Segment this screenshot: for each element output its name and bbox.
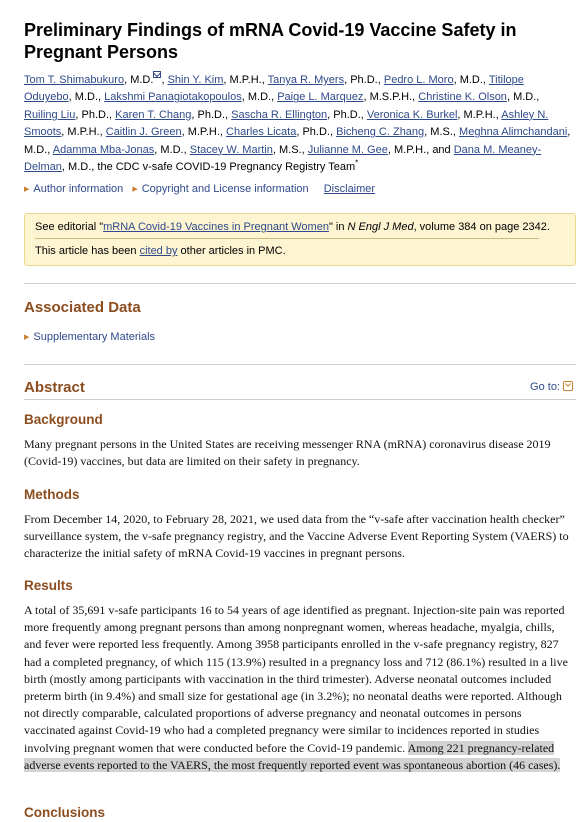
author-degree: M.D. <box>160 143 184 156</box>
author-list: Tom T. Shimabukuro, M.D. , Shin Y. Kim, M.P.H., Tanya R. Myers, Ph.D., Pedro L. Moro, M.D., Titilope Oduyebo, M.D., Lakshmi Panagiotakopoulos, M.D., Paige L. Marquez, M.S.P.H., Christine K. Olson, M.D., Ruiling Liu, Ph.D., Karen T. Chang, Ph.D., Sascha R. Ellington, Ph.D., Veronica K. Burkel, M.P.H., Ashley N. Smoots, M.P.H., Caitlin J. Green, M.P.H., Charles Licata, Ph.D., Bicheng C. Zhang, M.S., Meghna Alimchandani, M.D., Adamma Mba-Jonas, M.D., Stacey W. Martin, M.S., Julianne M. Gee, M.P.H., and Dana M. Meaney-Delman, M.D., the CDC v-safe COVID-19 Pregnancy Registry Team* <box>24 71 574 176</box>
editorial-link[interactable]: mRNA Covid-19 Vaccines in Pregnant Women <box>103 221 329 233</box>
abstract-underline <box>24 399 576 400</box>
editorial-notice <box>24 213 576 266</box>
author-link[interactable]: Ruiling Liu <box>24 108 76 121</box>
supplementary-materials-toggle[interactable]: ▶ Supplementary Materials <box>24 331 156 343</box>
editorial-line: See editorial "mRNA Covid-19 Vaccines in Pregnant Women" in N Engl J Med, volume 384 on page 2342. <box>35 221 550 233</box>
divider <box>24 283 576 284</box>
info-links <box>24 183 375 195</box>
author-degree: M.P.H. <box>187 126 220 139</box>
author-link[interactable]: Shin Y. Kim <box>167 74 224 86</box>
author-degree: M.D. <box>130 74 154 86</box>
divider <box>24 364 576 365</box>
background-heading: Background <box>24 412 103 427</box>
author-degree: Ph.D. <box>350 74 378 86</box>
author-link[interactable]: Charles Licata <box>226 126 297 139</box>
author-degree: M.D. <box>24 143 48 156</box>
methods-text: From December 14, 2020, to February 28, 2021, we used data from the “v-safe after vaccination health checker” surveillance system, the v-safe pregnancy registry, and the Vaccine Adverse Event Reporting System (VAERS) to characterize the initial safety of mRNA Covid-19 vaccines in pregnant persons. <box>24 512 569 561</box>
author-link[interactable]: Titilope Oduyebo <box>24 74 524 104</box>
methods-heading: Methods <box>24 487 80 502</box>
triangle-right-icon: ▶ <box>24 186 30 193</box>
triangle-right-icon: ▶ <box>24 334 30 341</box>
author-degree: M.D. <box>459 74 483 86</box>
author-link[interactable]: Lakshmi Panagiotakopoulos <box>104 91 242 104</box>
associated-data-heading: Associated Data <box>24 299 141 316</box>
chevron-down-icon[interactable] <box>563 381 573 391</box>
author-degree: M.S.P.H. <box>369 91 413 104</box>
author-link[interactable]: Stacey W. Martin <box>189 143 273 156</box>
author-degree: M.D. <box>247 91 272 104</box>
abstract-heading: Abstract <box>24 379 85 396</box>
author-degree: Ph.D. <box>302 126 330 139</box>
author-degree: M.S. <box>279 143 302 156</box>
author-link[interactable]: Veronica K. Burkel <box>366 108 458 121</box>
author-link[interactable]: Christine K. Olson <box>418 91 507 104</box>
author-degree: M.P.H. <box>463 108 496 121</box>
cited-line: This article has been cited by other articles in PMC. <box>35 245 286 257</box>
author-link[interactable]: Caitlin J. Green <box>105 126 182 139</box>
and-word: and <box>432 143 451 156</box>
article-title: Preliminary Findings of mRNA Covid-19 Vaccine Safety in Pregnant Persons <box>24 20 517 62</box>
author-link[interactable]: Pedro L. Moro <box>383 74 454 86</box>
group-author: the CDC v-safe COVID-19 Pregnancy Registry Team <box>97 161 356 174</box>
footnote-mark: * <box>355 158 359 168</box>
copyright-toggle[interactable]: ▶ Copyright and License information <box>132 183 309 195</box>
results-text: A total of 35,691 v-safe participants 16 to 54 years of age identified as pregnant. Injection-site pain was reported more frequently among pregnant persons than among nonpregnant women, whereas headache, myalgia, chills, and fever were reported less frequently. Among 3958 participants enrolled in the v-safe pregnancy registry, 827 had a completed pregnancy, of which 115 (13.9%) resulted in a pregnancy loss and 712 (86.1%) resulted in a live birth (mostly among participants with vaccination in the third trimester). Adverse neonatal outcomes included preterm birth (in 9.4%) and small size for gestational age (in 3.2%); no neonatal deaths were reported. Although not directly comparable, calculated proportions of adverse pregnancy and neonatal outcomes in persons vaccinated against Covid-19 who had a completed pregnancy were similar to incidences reported in studies involving pregnant women that were conducted before the Covid-19 pandemic. Among 221 pregnancy-related adverse events reported to the VAERS, the most frequently reported event was spontaneous abortion (46 cases). <box>24 603 568 772</box>
notice-divider <box>35 238 539 239</box>
author-degree: M.P.H. <box>67 126 100 139</box>
author-degree: M.P.H. <box>393 143 427 156</box>
author-link[interactable]: Bicheng C. Zhang <box>336 126 425 139</box>
results-heading: Results <box>24 578 73 593</box>
background-text: Many pregnant persons in the United States are receiving messenger RNA (mRNA) coronavirus disease 2019 (Covid-19) vaccines, but data are limited on their safety in pregnancy. <box>24 437 551 469</box>
disclaimer-link[interactable]: Disclaimer <box>323 183 376 195</box>
author-link[interactable]: Sascha R. Ellington <box>231 108 328 121</box>
triangle-right-icon: ▶ <box>132 186 138 193</box>
author-link[interactable]: Tom T. Shimabukuro <box>24 74 125 86</box>
author-link[interactable]: Adamma Mba-Jonas <box>52 143 155 156</box>
author-information-toggle[interactable]: ▶ Author information <box>24 183 124 195</box>
author-degree: Ph.D. <box>333 108 361 121</box>
journal-name: N Engl J Med <box>347 221 414 233</box>
author-link[interactable]: Tanya R. Myers <box>267 74 345 86</box>
conclusions-heading: Conclusions <box>24 805 106 820</box>
author-link[interactable]: Karen T. Chang <box>115 108 192 121</box>
author-degree: M.S. <box>430 126 453 139</box>
author-link[interactable]: Meghna Alimchandani <box>459 126 568 139</box>
cited-by-link[interactable]: cited by <box>139 245 178 257</box>
author-degree: M.P.H. <box>229 74 262 86</box>
author-degree: M.D. <box>68 161 92 174</box>
author-degree: Ph.D. <box>81 108 110 121</box>
author-degree: M.D. <box>74 91 99 104</box>
author-degree: M.D. <box>513 91 537 104</box>
highlighted-sentence: Among 221 pregnancy-related adverse events reported to the VAERS, the most frequently reported event was spontaneous abortion (46 cases). <box>24 740 561 772</box>
envelope-icon[interactable] <box>153 71 161 78</box>
author-link[interactable]: Paige L. Marquez <box>277 91 364 104</box>
author-link[interactable]: Ashley N. Smoots <box>24 108 549 139</box>
author-degree: Ph.D. <box>197 108 226 121</box>
goto-menu[interactable]: Go to: <box>530 381 573 393</box>
author-link[interactable]: Dana M. Meaney-Delman <box>24 143 542 174</box>
author-link[interactable]: Julianne M. Gee <box>307 143 388 156</box>
